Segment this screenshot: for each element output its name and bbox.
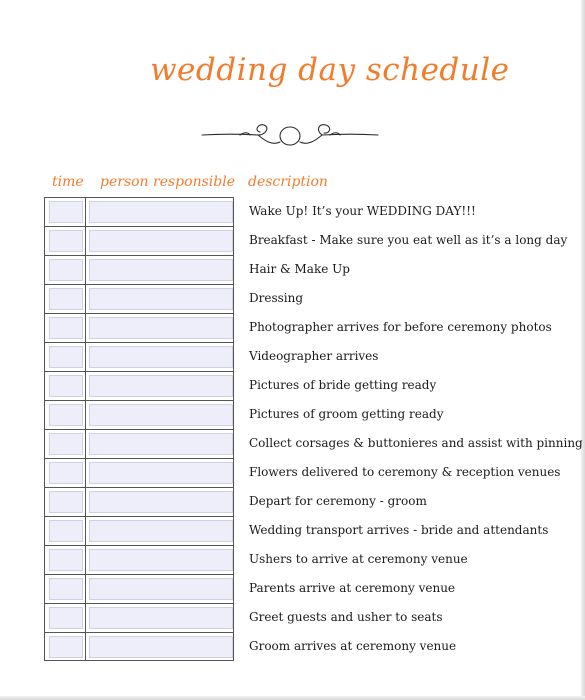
time-field[interactable] [49, 259, 83, 281]
time-field[interactable] [49, 491, 83, 513]
table-row [45, 198, 233, 227]
person-responsible-field[interactable] [89, 462, 233, 484]
person-responsible-field[interactable] [89, 549, 233, 571]
time-field[interactable] [49, 346, 83, 368]
schedule-description: Collect corsages & buttonieres and assist with pinning [249, 436, 583, 450]
person-responsible-field[interactable] [89, 433, 233, 455]
person-responsible-field[interactable] [89, 375, 233, 397]
person-responsible-field[interactable] [89, 317, 233, 339]
schedule-description: Breakfast - Make sure you eat well as it’s a long day [249, 233, 568, 247]
table-row [45, 372, 233, 401]
time-field[interactable] [49, 462, 83, 484]
person-responsible-field[interactable] [89, 491, 233, 513]
column-header-time: time [52, 174, 84, 190]
schedule-description: Ushers to arrive at ceremony venue [249, 552, 468, 566]
schedule-description: Photographer arrives for before ceremony photos [249, 320, 552, 334]
table-row [45, 517, 233, 546]
person-responsible-field[interactable] [89, 288, 233, 310]
time-field[interactable] [49, 317, 83, 339]
flourish-divider-icon [200, 120, 380, 152]
table-row [45, 546, 233, 575]
time-field[interactable] [49, 404, 83, 426]
table-row [45, 314, 233, 343]
schedule-description: Dressing [249, 291, 304, 305]
table-row [45, 430, 233, 459]
page-title: wedding day schedule [150, 52, 510, 88]
schedule-description: Wedding transport arrives - bride and attendants [249, 523, 549, 537]
schedule-description: Pictures of bride getting ready [249, 378, 437, 392]
column-header-description: description [248, 174, 328, 190]
time-field[interactable] [49, 230, 83, 252]
person-responsible-field[interactable] [89, 346, 233, 368]
time-field[interactable] [49, 375, 83, 397]
person-responsible-field[interactable] [89, 201, 233, 223]
time-field[interactable] [49, 288, 83, 310]
schedule-description: Videographer arrives [249, 349, 379, 363]
time-field[interactable] [49, 636, 83, 658]
schedule-description: Flowers delivered to ceremony & reception venues [249, 465, 561, 479]
person-responsible-field[interactable] [89, 520, 233, 542]
table-row [45, 285, 233, 314]
time-field[interactable] [49, 549, 83, 571]
time-field[interactable] [49, 578, 83, 600]
table-row [45, 488, 233, 517]
schedule-grid [44, 197, 234, 661]
person-responsible-field[interactable] [89, 607, 233, 629]
time-field[interactable] [49, 201, 83, 223]
time-field[interactable] [49, 520, 83, 542]
page-edge-right [581, 0, 585, 700]
table-row [45, 633, 233, 662]
page-edge-bottom [0, 696, 585, 700]
schedule-description: Pictures of groom getting ready [249, 407, 444, 421]
person-responsible-field[interactable] [89, 259, 233, 281]
table-row [45, 459, 233, 488]
table-row [45, 256, 233, 285]
time-field[interactable] [49, 607, 83, 629]
person-responsible-field[interactable] [89, 404, 233, 426]
person-responsible-field[interactable] [89, 578, 233, 600]
schedule-description: Wake Up! It’s your WEDDING DAY!!! [249, 204, 476, 218]
schedule-description: Parents arrive at ceremony venue [249, 581, 456, 595]
time-field[interactable] [49, 433, 83, 455]
schedule-description: Groom arrives at ceremony venue [249, 639, 457, 653]
person-responsible-field[interactable] [89, 636, 233, 658]
person-responsible-field[interactable] [89, 230, 233, 252]
table-row [45, 604, 233, 633]
table-row [45, 401, 233, 430]
schedule-description: Greet guests and usher to seats [249, 610, 443, 624]
table-row [45, 575, 233, 604]
table-row [45, 343, 233, 372]
column-header-person: person responsible [100, 174, 235, 190]
table-row [45, 227, 233, 256]
schedule-description: Hair & Make Up [249, 262, 350, 276]
schedule-description: Depart for ceremony - groom [249, 494, 427, 508]
